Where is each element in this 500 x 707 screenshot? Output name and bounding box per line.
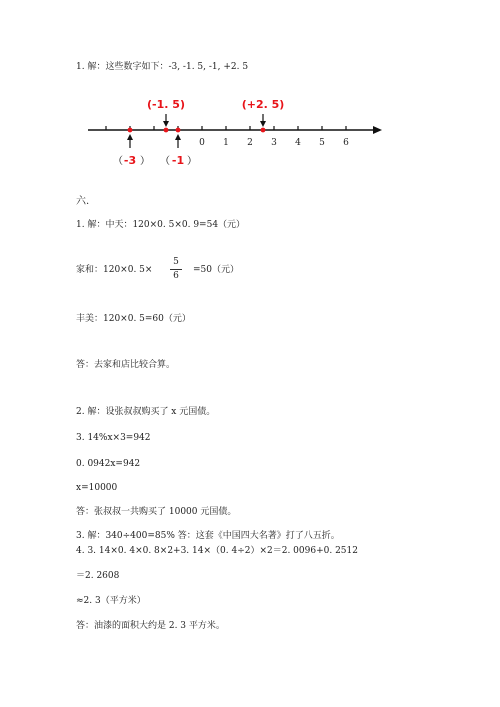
- answer-5-approx: ≈2. 3（平方米）: [76, 596, 146, 606]
- paren-open: （: [113, 156, 123, 167]
- tick-label: 6: [343, 138, 349, 148]
- point-plus-2-5: [261, 128, 266, 133]
- answer-2-jiahe-prefix: 家和：120×0. 5×: [76, 265, 153, 275]
- paren-close: ）: [140, 156, 150, 167]
- point-minus-1: [176, 128, 181, 133]
- tick-label: 3: [271, 138, 277, 148]
- tick-label: 0: [199, 138, 205, 148]
- label-plus-2-5: (+2. 5): [241, 98, 285, 111]
- section-heading-6: 六.: [76, 196, 90, 207]
- answer-2-zhongtian: 1. 解：中天：120×0. 5×0. 9=54（元）: [76, 220, 246, 230]
- point-minus-1-5: [164, 128, 169, 133]
- tick-label: 1: [223, 138, 229, 148]
- point-minus-3: [128, 128, 133, 133]
- answer-3-equation: 3. 14%x×3=942: [76, 433, 151, 443]
- paren-open: （: [160, 156, 170, 167]
- arrow-down-icon: [260, 121, 266, 127]
- fraction-denominator: 6: [173, 271, 179, 281]
- arrow-up-icon: [175, 134, 181, 140]
- paren-close: ）: [187, 156, 197, 167]
- answer-3-result: x=10000: [76, 483, 118, 493]
- arrow-down-icon: [163, 121, 169, 127]
- answer-2-fengmei: 丰美：120×0. 5=60（元）: [76, 314, 191, 324]
- answer-5-calculation: 4. 3. 14×0. 4×0. 8×2+3. 14×（0. 4÷2）×2＝2. 0096+0. 2512: [76, 546, 358, 556]
- arrow-up-icon: [127, 134, 133, 140]
- fraction-bar: [170, 269, 182, 270]
- answer-2-jiahe-suffix: =50（元）: [193, 265, 239, 275]
- tick-label: 2: [247, 138, 253, 148]
- axis-arrow-icon: [373, 126, 382, 134]
- answer-3-setup: 2. 解：设张叔叔购买了 x 元国债。: [76, 407, 216, 417]
- answer-2-conclusion: 答：去家和店比较合算。: [76, 360, 176, 370]
- tick-label: 4: [295, 138, 301, 148]
- label-minus-3: -3: [123, 154, 137, 167]
- fraction-numerator: 5: [173, 257, 179, 267]
- answer-5-result: ＝2. 2608: [76, 571, 120, 581]
- tick-label: 5: [319, 138, 325, 148]
- answer-3-step: 0. 0942x=942: [76, 459, 141, 469]
- answer-3-conclusion: 答：张叔叔一共购买了 10000 元国债。: [76, 507, 237, 517]
- answer-4-discount: 3. 解：340÷400=85% 答：这套《中国四大名著》打了八五折。: [76, 531, 340, 541]
- answer-1-numbers: 1. 解：这些数字如下：-3, -1. 5, -1, +2. 5: [76, 62, 249, 72]
- fraction-5-6: [170, 257, 182, 282]
- label-minus-1-5: (-1. 5): [147, 98, 185, 111]
- label-minus-1: -1: [171, 154, 185, 167]
- answer-5-conclusion: 答：油漆的面积大约是 2. 3 平方米。: [76, 621, 225, 631]
